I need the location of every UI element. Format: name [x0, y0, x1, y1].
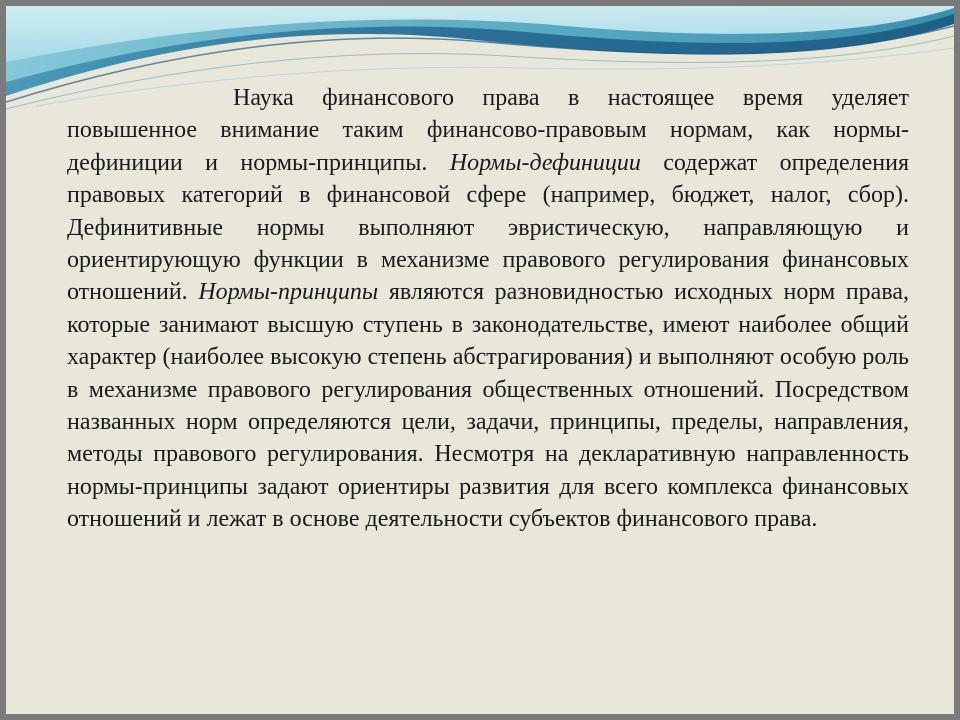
slide-frame	[6, 6, 954, 714]
body-paragraph	[67, 82, 909, 536]
text-run: Наука финансового права в настоящее время уделяет повышенное внимание таким финансово-правовым нормам, как нормы-дефиниции и нормы-принципы.	[67, 85, 909, 176]
text-run: содержат определения правовых категорий в финансовой сфере (например, бюджет, налог, сбор). Дефинитивные нормы выполняют эвристическую, направляющую и ориентирующую функции в механизме правового регулирования финансовых отношений.	[67, 149, 909, 306]
term-norms-principles: Нормы-принципы	[198, 279, 379, 306]
term-norms-definitions: Нормы-дефиниции	[449, 149, 641, 176]
text-run: являются разновидностью исходных норм права, которые занимают высшую ступень в законодательстве, имеют наиболее общий характер (наиболее высокую степень абстрагирования) и выполняют особую роль в механизме правового регулирования общественных отношений. Посредством названных норм определяются цели, задачи, принципы, пределы, направления, методы правового регулирования. Несмотря на декларативную направленность нормы-принципы задают ориентиры развития для всего комплекса финансовых отношений и лежат в основе деятельности субъектов финансового права.	[67, 279, 909, 533]
